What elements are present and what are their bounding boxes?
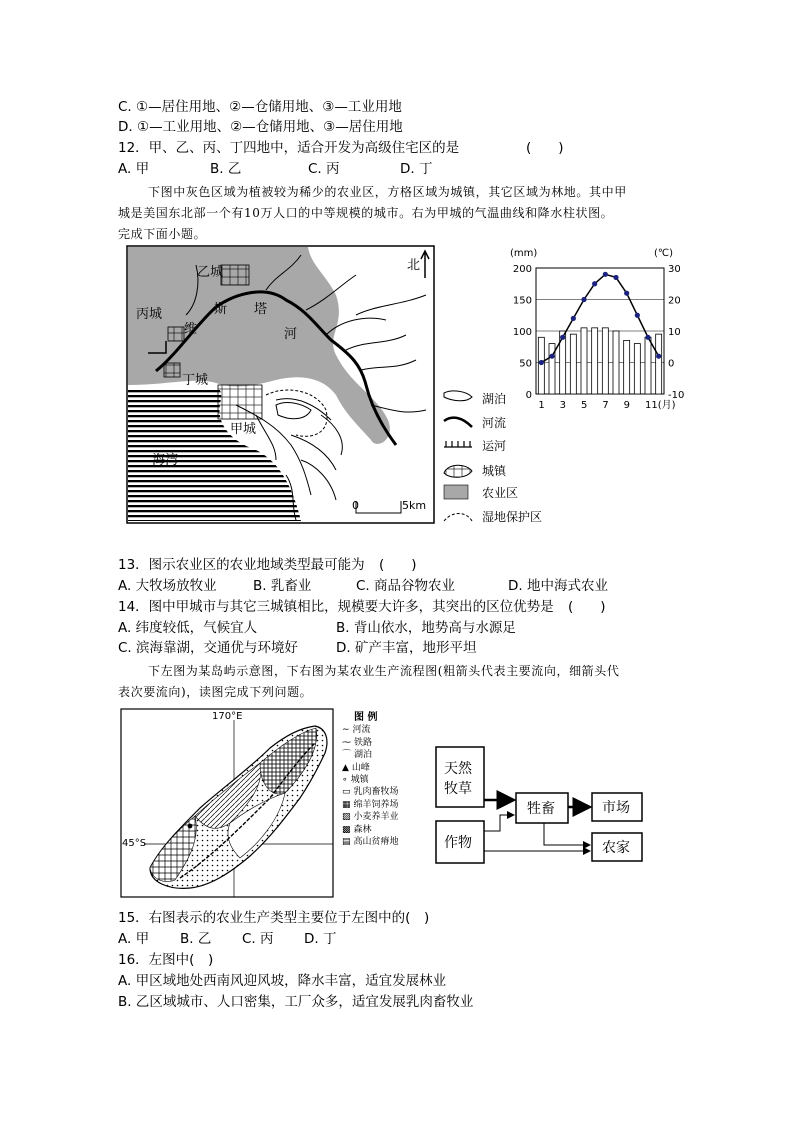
legend-river-icon bbox=[444, 418, 472, 427]
market-label: 市场 bbox=[602, 800, 630, 816]
left-tick-label: 200 bbox=[512, 264, 532, 275]
legend-forest-icon: ▩ bbox=[342, 824, 351, 835]
q15-stem: 15．右图表示的农业生产类型主要位于左图中的( ) bbox=[118, 910, 430, 926]
q13-option-c: C. 商品谷物农业 bbox=[356, 578, 456, 594]
town-ding-grid bbox=[164, 363, 180, 377]
precip-bar bbox=[602, 328, 608, 394]
city-dot bbox=[188, 824, 193, 829]
north-label: 北 bbox=[407, 258, 421, 273]
q14-stem-text: 14．图中甲城市与其它三城镇相比，规模要大许多，其突出的区位优势是 bbox=[118, 599, 554, 615]
regional-map bbox=[126, 245, 546, 530]
label-river-he: 河 bbox=[284, 327, 298, 342]
right-tick-label: 30 bbox=[668, 264, 681, 275]
q15-option-b: B. 乙 bbox=[180, 931, 212, 947]
legend-peak-label: 山峰 bbox=[351, 762, 370, 773]
lat-label: 45°S bbox=[122, 838, 147, 849]
q12-stem bbox=[118, 138, 564, 158]
intro1-line1: 下图中灰色区域为植被较为稀少的农业区，方格区域为城镇，其它区域为林地。其中甲 bbox=[148, 185, 627, 199]
legend-item-forest bbox=[342, 824, 442, 836]
precip-bar bbox=[624, 340, 630, 394]
legend-lake-icon bbox=[444, 391, 472, 401]
legend-alpine-label: 高山贫瘠地 bbox=[353, 837, 399, 848]
legend-rail-label: 铁路 bbox=[354, 737, 373, 748]
precip-bar bbox=[581, 328, 587, 394]
legend-item-peak bbox=[342, 762, 442, 774]
label-river-si: 斯 bbox=[214, 302, 228, 317]
legend-item-dairy bbox=[342, 786, 442, 798]
q16-option-a: A. 甲区域地处西南风迎风坡，降水丰富，适宜发展林业 bbox=[118, 973, 447, 989]
x-tick-label: 7 bbox=[602, 400, 609, 411]
legend-rail-icon: ⁓ bbox=[342, 737, 351, 748]
label-jia-city: 甲城 bbox=[230, 422, 257, 437]
temperature-point bbox=[635, 313, 640, 318]
legend-canal: 运河 bbox=[482, 439, 507, 453]
legend-item-lake bbox=[342, 749, 442, 761]
label-bay: 海湾 bbox=[152, 453, 179, 468]
legend-lake: 湖泊 bbox=[482, 392, 507, 406]
legend-town-icon bbox=[444, 465, 472, 477]
intro1-line3: 完成下面小题。 bbox=[118, 227, 207, 241]
temperature-point bbox=[645, 335, 650, 340]
legend-wetland-icon bbox=[444, 514, 472, 522]
legend-wheat-label: 小麦养羊业 bbox=[353, 812, 399, 823]
temperature-point bbox=[624, 291, 629, 296]
legend-item-alpine bbox=[342, 836, 442, 848]
precip-bar bbox=[634, 344, 640, 394]
legend-item-river bbox=[342, 724, 442, 736]
legend-river-label: 河流 bbox=[352, 725, 371, 736]
legend-river: 河流 bbox=[482, 416, 507, 430]
q14-stem bbox=[118, 597, 606, 617]
grass-line1: 天然 bbox=[444, 761, 472, 777]
legend-item-sheep bbox=[342, 799, 442, 811]
x-tick-label: 5 bbox=[581, 400, 588, 411]
intro1-line2: 城是美国东北部一个有10万人口的中等规模的城市。右为甲城的气温曲线和降水柱状图。 bbox=[118, 206, 614, 220]
right-tick-label: 20 bbox=[668, 295, 681, 307]
precip-bar bbox=[592, 328, 598, 394]
y-left-unit: (mm) bbox=[510, 248, 538, 259]
legend-town: 城镇 bbox=[482, 464, 507, 478]
climograph-chart bbox=[504, 246, 704, 426]
temperature-point bbox=[560, 335, 565, 340]
intro2-line1: 下左图为某岛屿示意图，下右图为某农业生产流程图(粗箭头代表主要流向，细箭头代 bbox=[148, 664, 620, 678]
q13-answer-paren: ( ) bbox=[378, 557, 417, 573]
lon-label: 170°E bbox=[212, 711, 243, 722]
legend-agri-icon bbox=[444, 485, 468, 499]
x-tick-label: 3 bbox=[559, 400, 567, 411]
q14-option-d: D. 矿产丰富，地形平坦 bbox=[336, 640, 477, 656]
town-jia-grid bbox=[218, 385, 262, 419]
q13-option-a: A. 大牧场放牧业 bbox=[118, 578, 217, 594]
legend-lake-label: 湖泊 bbox=[354, 750, 373, 761]
q13-option-b: B. 乳畜业 bbox=[253, 578, 312, 594]
q12-option-c: C. 丙 bbox=[308, 161, 340, 177]
legend-forest-label: 森林 bbox=[353, 824, 372, 835]
grass-line2: 牧草 bbox=[444, 781, 472, 797]
left-tick-label: 50 bbox=[519, 358, 532, 370]
y-right-unit: (℃) bbox=[654, 248, 674, 259]
q16-stem: 16．左图中( ) bbox=[118, 952, 214, 968]
farmer-label: 农家 bbox=[602, 840, 630, 856]
q12-answer-paren: ( ) bbox=[526, 140, 564, 156]
q12-option-a: A. 甲 bbox=[118, 161, 150, 177]
temperature-point bbox=[613, 275, 618, 280]
right-tick-label: -10 bbox=[668, 390, 685, 401]
label-yi-city: 乙城 bbox=[197, 265, 224, 280]
legend-item-wheat bbox=[342, 811, 442, 823]
legend-peak-icon: ▲ bbox=[342, 762, 349, 773]
q13-option-d: D. 地中海式农业 bbox=[508, 578, 608, 594]
precip-bar bbox=[613, 331, 619, 394]
legend-river-icon: ∼ bbox=[342, 725, 350, 736]
temperature-point bbox=[656, 354, 661, 359]
legend-sheep-icon: ▦ bbox=[342, 799, 351, 810]
legend-dairy-label: 乳肉畜牧场 bbox=[353, 787, 399, 798]
precip-bar bbox=[570, 334, 576, 394]
q15-option-c: C. 丙 bbox=[242, 931, 274, 947]
arrow-livestock-farmer bbox=[544, 823, 590, 845]
box-natural-grass bbox=[436, 747, 484, 807]
x-tick-label: 9 bbox=[623, 400, 631, 411]
label-river-wei: 维 bbox=[184, 322, 198, 337]
q14-option-c: C. 滨海靠湖，交通优与环境好 bbox=[118, 640, 299, 656]
q14-answer-paren: ( ) bbox=[567, 599, 606, 615]
legend-item-city bbox=[342, 774, 442, 786]
label-ding-city: 丁城 bbox=[182, 373, 209, 388]
temperature-point bbox=[539, 360, 544, 365]
x-tick-label: 1 bbox=[538, 400, 545, 411]
q14-option-a: A. 纬度较低，气候宜人 bbox=[118, 620, 258, 636]
right-tick-label: 10 bbox=[668, 327, 681, 338]
q12-option-b: B. 乙 bbox=[210, 161, 242, 177]
q15-option-a: A. 甲 bbox=[118, 931, 150, 947]
legend-item-rail bbox=[342, 737, 442, 749]
town-yi-grid bbox=[221, 265, 249, 285]
q12-stem-text: 12．甲、乙、丙、丁四地中，适合开发为高级住宅区的是 bbox=[118, 140, 460, 156]
legend-dairy-icon: ▭ bbox=[342, 787, 351, 798]
precip-bar bbox=[656, 334, 662, 394]
temperature-point bbox=[592, 281, 597, 286]
q13-stem-text: 13．图示农业区的农业地域类型最可能为 bbox=[118, 557, 365, 573]
left-tick-label: 0 bbox=[525, 390, 532, 401]
temperature-point bbox=[571, 316, 576, 321]
crops-label: 作物 bbox=[444, 835, 472, 851]
temperature-point bbox=[549, 354, 554, 359]
town-bing-grid bbox=[168, 327, 184, 341]
q16-option-b: B. 乙区域城市、人口密集，工厂众多，适宜发展乳肉畜牧业 bbox=[118, 994, 474, 1010]
legend-city-icon: ∘ bbox=[342, 775, 348, 786]
livestock-label: 牲畜 bbox=[527, 801, 555, 817]
legend-wheat-icon: ▨ bbox=[342, 812, 351, 823]
production-flowchart bbox=[434, 745, 650, 869]
temperature-point bbox=[581, 297, 586, 302]
q14-option-b: B. 背山依水，地势高与水源足 bbox=[336, 620, 516, 636]
temperature-point bbox=[603, 272, 608, 277]
legend-city-label: 城镇 bbox=[350, 775, 369, 786]
precip-bar bbox=[645, 337, 651, 394]
arrow-crops-livestock bbox=[484, 815, 514, 831]
left-tick-label: 100 bbox=[512, 327, 532, 338]
scale-5km: 5km bbox=[402, 499, 427, 512]
legend-agri: 农业区 bbox=[482, 486, 519, 500]
legend-alpine-icon: ▤ bbox=[342, 837, 351, 848]
legend-lake-icon: ⌒ bbox=[342, 750, 352, 761]
legend-title: 图 例 bbox=[354, 712, 378, 723]
precip-bar bbox=[538, 337, 544, 394]
q11-option-c: C. ①—居住用地、②—仓储用地、③—工业用地 bbox=[118, 99, 402, 115]
q12-option-d: D. 丁 bbox=[400, 161, 433, 177]
q15-option-d: D. 丁 bbox=[304, 931, 337, 947]
island-legend bbox=[342, 712, 442, 848]
intro2-line2: 表次要流向)，读图完成下列问题。 bbox=[118, 685, 313, 699]
legend-canal-icon bbox=[444, 441, 472, 447]
scale-zero: 0 bbox=[352, 499, 359, 512]
right-tick-label: 0 bbox=[668, 358, 675, 370]
legend-sheep-label: 绵羊饲养场 bbox=[353, 799, 399, 810]
label-river-ta: 塔 bbox=[254, 302, 268, 317]
q13-stem bbox=[118, 555, 417, 575]
legend-wetland: 湿地保护区 bbox=[482, 510, 543, 524]
x-tick-label: 11(月) bbox=[645, 400, 676, 411]
left-tick-label: 150 bbox=[512, 295, 532, 307]
label-bing-city: 丙城 bbox=[136, 307, 163, 322]
q11-option-d: D. ①—工业用地、②—仓储用地、③—居住用地 bbox=[118, 119, 403, 135]
